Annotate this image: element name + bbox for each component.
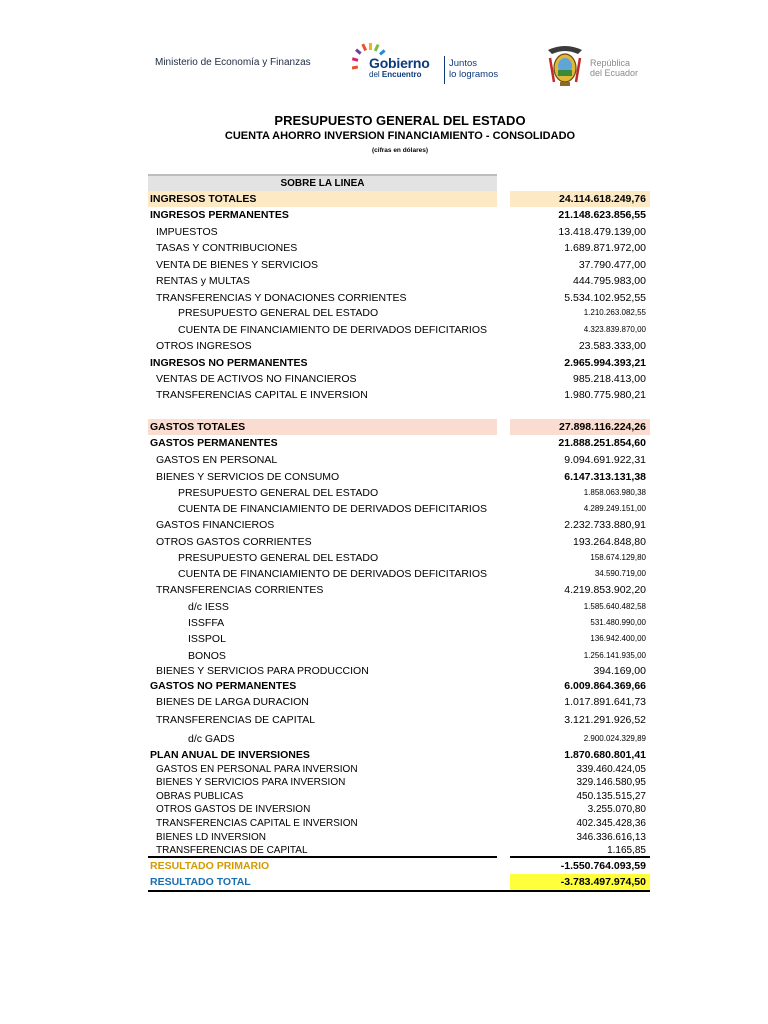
row-label: BIENES Y SERVICIOS PARA INVERSION [156,777,346,788]
table-row [148,678,650,694]
page-subtitle: CUENTA AHORRO INVERSION FINANCIAMIENTO - CONSOLIDADO [224,130,576,142]
row-value: -1.550.764.093,59 [560,860,646,872]
table-row [148,355,650,371]
row-label: VENTA DE BIENES Y SERVICIOS [156,259,319,271]
row-value: 402.345.428,36 [576,818,646,829]
row-value: 13.418.479.139,00 [558,226,646,238]
row-value: 1.256.141.935,00 [583,651,646,660]
row-label: VENTAS DE ACTIVOS NO FINANCIEROS [156,373,357,385]
row-value: -3.783.497.974,50 [560,876,646,888]
table-row [148,469,650,485]
table-row [148,224,650,240]
table-row [148,776,650,789]
row-value: 24.114.618.249,76 [558,193,646,205]
table-row [148,191,650,207]
table-row [148,485,650,501]
gobierno-sub-prefix: del [369,70,380,79]
page-header [150,40,650,96]
row-label: ISSFFA [188,617,225,629]
row-label: PLAN ANUAL DE INVERSIONES [150,749,310,761]
table-row [148,817,650,830]
resultado-primario-row [148,858,650,874]
row-label: OTROS INGRESOS [156,340,252,352]
row-label: GASTOS FINANCIEROS [156,519,275,531]
row-value: 329.146.580,95 [576,777,646,788]
row-label: d/c GADS [188,733,235,745]
row-value: 1.870.680.801,41 [564,749,646,761]
row-label: BIENES DE LARGA DURACION [156,696,309,708]
row-value: 2.900.024.329,89 [583,734,646,743]
row-label: d/c IESS [188,601,229,613]
row-value: 6.147.313.131,38 [564,471,646,483]
coat-of-arms-icon [544,42,586,88]
row-value: 394.169,00 [593,665,646,677]
row-label: INGRESOS NO PERMANENTES [150,357,308,369]
table-row [148,290,650,306]
row-value: 4.323.839.870,00 [583,325,646,334]
row-value: 3.255.070,80 [587,804,646,815]
table-row [148,803,650,816]
table-row [148,763,650,776]
row-label: PRESUPUESTO GENERAL DEL ESTADO [178,552,379,564]
row-value: 4.289.249.151,00 [583,504,646,513]
resultado-total-row [148,874,650,890]
table-row [148,844,650,857]
row-value: 6.009.864.369,66 [564,680,646,692]
table-row [148,566,650,582]
section-title: SOBRE LA LINEA [280,178,365,189]
row-label: CUENTA DE FINANCIAMIENTO DE DERIVADOS DEFICITARIOS [178,503,488,515]
row-value: 5.534.102.952,55 [564,292,646,304]
row-label: ISSPOL [188,633,226,645]
row-label: RESULTADO PRIMARIO [150,860,270,872]
row-label: BONOS [188,650,226,662]
gobierno-wordmark: Gobierno [369,55,430,71]
row-value: 9.094.691.922,31 [564,454,646,466]
ministry-name: Ministerio de Economía y Finanzas [155,57,311,68]
table-row [148,599,650,615]
logo-divider [444,56,445,84]
table-row [148,207,650,223]
table-row [148,790,650,803]
row-value: 531.480.990,00 [590,618,646,627]
row-value: 444.795.983,00 [573,275,646,287]
table-row [148,501,650,517]
gobierno-subtitle [369,70,421,79]
row-value: 23.583.333,00 [578,340,646,352]
row-value: 4.219.853.902,20 [564,584,646,596]
table-row [148,550,650,566]
table-row [148,694,650,710]
row-value: 985.218.413,00 [573,373,646,385]
row-value: 3.121.291.926,52 [564,714,646,726]
row-label: TRANSFERENCIAS CAPITAL E INVERSION [156,389,368,401]
row-label: IMPUESTOS [156,226,218,238]
table-row [148,731,650,747]
table-row [148,663,650,679]
row-label: BIENES Y SERVICIOS PARA PRODUCCION [156,665,369,677]
table-row [148,615,650,631]
row-value: 136.942.400,00 [590,634,646,643]
table-row [148,305,650,321]
table-row [148,712,650,728]
republica-line-1: República [590,58,631,68]
section-header [148,174,497,192]
row-label: OTROS GASTOS CORRIENTES [156,536,312,548]
row-value: 1.689.871.972,00 [564,242,646,254]
row-value: 21.148.623.856,55 [558,209,646,221]
row-label: INGRESOS PERMANENTES [150,209,289,221]
table-row [148,387,650,403]
row-label: GASTOS EN PERSONAL PARA INVERSION [156,764,358,775]
row-label: TRANSFERENCIAS Y DONACIONES CORRIENTES [156,292,407,304]
row-label: CUENTA DE FINANCIAMIENTO DE DERIVADOS DEFICITARIOS [178,324,488,336]
row-label: TRANSFERENCIAS DE CAPITAL [156,845,308,856]
row-value: 1.017.891.641,73 [564,696,646,708]
republica-line-2: del Ecuador [590,68,639,78]
row-value: 346.336.616,13 [576,832,646,843]
table-row [148,831,650,844]
units-note: (cifras en dólares) [372,147,428,154]
row-value: 34.590.719,00 [594,569,646,578]
row-label: OBRAS PUBLICAS [156,791,244,802]
slogan [449,58,498,80]
row-label: PRESUPUESTO GENERAL DEL ESTADO [178,487,379,499]
table-row [148,648,650,664]
table-row [148,322,650,338]
table-row [148,273,650,289]
row-value: 1.980.775.980,21 [564,389,646,401]
row-value: 193.264.848,80 [573,536,646,548]
row-label: GASTOS NO PERMANENTES [150,680,297,692]
row-label: GASTOS PERMANENTES [150,437,278,449]
row-value: 27.898.116.224,26 [558,421,646,433]
row-label: GASTOS TOTALES [150,421,246,433]
row-label: TRANSFERENCIAS DE CAPITAL [156,714,316,726]
row-value: 450.135.515,27 [576,791,646,802]
table-row [148,419,650,435]
row-value: 339.460.424,05 [576,764,646,775]
table-row [148,257,650,273]
row-value: 1.165,85 [607,845,646,856]
slogan-line-1: Juntos [449,58,477,69]
total-rule [148,890,650,892]
republica-text [590,58,638,78]
row-value: 2.965.994.393,21 [564,357,646,369]
row-value: 37.790.477,00 [578,259,646,271]
table-row [148,534,650,550]
table-row [148,582,650,598]
row-label: TASAS Y CONTRIBUCIONES [156,242,298,254]
table-row [148,240,650,256]
row-label: RESULTADO TOTAL [150,876,251,888]
table-row [148,435,650,451]
row-label: BIENES LD INVERSION [156,832,267,843]
table-row [148,452,650,468]
table-row [148,338,650,354]
row-label: CUENTA DE FINANCIAMIENTO DE DERIVADOS DEFICITARIOS [178,568,488,580]
row-value: 1.210.263.082,55 [583,308,646,317]
table-row [148,747,650,763]
gobierno-logo [352,42,502,86]
row-value: 21.888.251.854,60 [558,437,646,449]
page-title: PRESUPUESTO GENERAL DEL ESTADO [274,113,526,128]
table-row [148,371,650,387]
row-value: 158.674.129,80 [590,553,646,562]
slogan-line-2: lo logramos [449,69,499,80]
row-label: TRANSFERENCIAS CAPITAL E INVERSION [156,818,358,829]
gobierno-sub-word: Encuentro [381,70,422,79]
row-label: RENTAS y MULTAS [156,275,250,287]
row-label: GASTOS EN PERSONAL [156,454,278,466]
table-row [148,517,650,533]
row-label: TRANSFERENCIAS CORRIENTES [156,584,324,596]
row-value: 2.232.733.880,91 [564,519,646,531]
row-label: BIENES Y SERVICIOS DE CONSUMO [156,471,340,483]
table-row [148,631,650,647]
row-value: 1.585.640.482,58 [583,602,646,611]
row-label: PRESUPUESTO GENERAL DEL ESTADO [178,307,379,319]
row-label: OTROS GASTOS DE INVERSION [156,804,311,815]
row-value: 1.858.063.980,38 [583,488,646,497]
row-label: INGRESOS TOTALES [150,193,257,205]
